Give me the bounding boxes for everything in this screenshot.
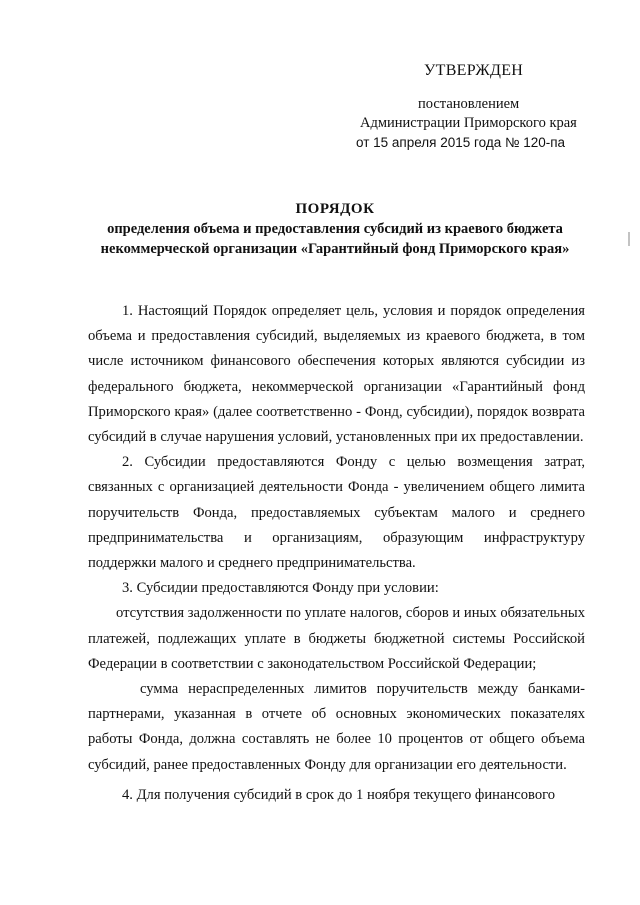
paragraph-3-condition-2: сумма нераспределенных лимитов поручительств между банками-партнерами, указанная в отчете об основных экономических показателях работы Фонда, должна составлять не более 10 процентов от общего объема субсидий, ранее предоставленных Фонду для организации его деятельности. <box>88 681 585 773</box>
decree-line-1: постановлением <box>418 96 520 112</box>
title-line-2: определения объема и предоставления субсидий из краевого бюджета <box>107 221 563 237</box>
paragraph-2: 2. Субсидии предоставляются Фонду с целью возмещения затрат, связанных с организацией деятельности Фонда - увеличением общего лимита поручительств Фонда, предоставляемых субъектам малого и среднего предпринимательства и организациям, образующим инфраструктуру поддержки малого и среднего предпринимательства. <box>88 454 585 572</box>
title-line-3: некоммерческой организации «Гарантийный фонд Приморского края» <box>100 241 570 257</box>
decree-line-3: от 15 апреля 2015 года № 120-па <box>356 135 566 150</box>
paragraph-4: 4. Для получения субсидий в срок до 1 ноября текущего финансового <box>122 786 556 803</box>
document-body <box>88 299 585 808</box>
scan-edge-mark <box>628 232 630 246</box>
paragraph-1: 1. Настоящий Порядок определяет цель, условия и порядок определения объема и предоставления субсидий, выделяемых из краевого бюджета, в том числе источником финансового обеспечения которых являются субсидии из федерального бюджета, некоммерческой организации «Гарантийный фонд Приморского края» (далее соответственно - Фонд, субсидии), порядок возврата субсидий в случае нарушения условий, установленных при их предоставлении. <box>88 303 585 446</box>
approved-stamp: УТВЕРЖДЕН <box>424 62 524 79</box>
decree-line-2: Администрации Приморского края <box>360 115 577 131</box>
paragraph-3-condition-1: отсутствия задолженности по уплате налогов, сборов и иных обязательных платежей, подлежащих уплате в бюджеты бюджетной системы Российской Федерации в соответствии с законодательством Российской Федерации; <box>88 605 585 672</box>
title-main: ПОРЯДОК <box>295 201 375 217</box>
paragraph-3: 3. Субсидии предоставляются Фонду при условии: <box>122 580 439 597</box>
document-title <box>80 199 590 259</box>
decree-reference <box>356 95 616 152</box>
